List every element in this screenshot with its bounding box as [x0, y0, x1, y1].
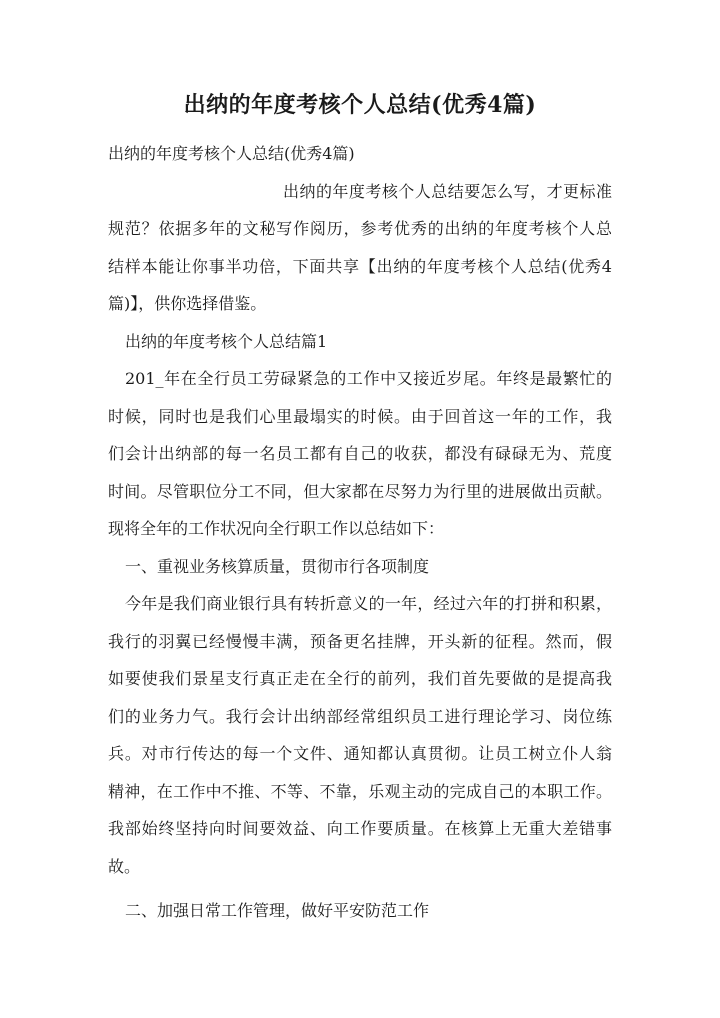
paragraph-line: 精神，在工作中不推、不等、不靠，乐观主动的完成自己的本职工作。: [108, 782, 612, 801]
paragraph-line: 们的业务力气。我行会计出纳部经常组织员工进行理论学习、岗位练: [108, 707, 612, 726]
paragraph-line: 现将全年的工作状况向全行职工作以总结如下：: [108, 519, 445, 538]
paragraph-line: 如要使我们景星支行真正走在全行的前列，我们首先要做的是提高我: [108, 669, 612, 688]
intro-line: 篇)】，供你选择借鉴。: [108, 294, 267, 313]
intro-line: 结样本能让你事半功倍，下面共享【出纳的年度考核个人总结(优秀4: [108, 257, 612, 276]
document-subtitle: 出纳的年度考核个人总结(优秀4篇): [108, 144, 355, 163]
paragraph-line: 201_年在全行员工劳碌紧急的工作中又接近岁尾。年终是最繁忙的: [125, 369, 612, 388]
section-heading: 出纳的年度考核个人总结篇1: [125, 332, 328, 351]
intro-line: 规范？依据多年的文秘写作阅历，参考优秀的出纳的年度考核个人总: [108, 219, 612, 238]
paragraph-line: 我行的羽翼已经慢慢丰满，预备更名挂牌，开头新的征程。然而，假: [108, 632, 612, 651]
paragraph-line: 时候，同时也是我们心里最塌实的时候。由于回首这一年的工作，我: [108, 407, 612, 426]
paragraph-line: 我部始终坚持向时间要效益、向工作要质量。在核算上无重大差错事: [108, 819, 612, 838]
paragraph-line: 兵。对市行传达的每一个文件、通知都认真贯彻。让员工树立仆人翁: [108, 744, 612, 763]
paragraph-line: 们会计出纳部的每一名员工都有自己的收获，都没有碌碌无为、荒度: [108, 444, 612, 463]
document-title: 出纳的年度考核个人总结(优秀4篇): [183, 92, 537, 118]
paragraph-line: 今年是我们商业银行具有转折意义的一年，经过六年的打拼和积累，: [125, 594, 612, 613]
intro-line: 出纳的年度考核个人总结要怎么写，才更标准: [283, 182, 612, 201]
list-heading-1: 一、重视业务核算质量，贯彻市行各项制度: [125, 557, 430, 576]
paragraph-line: 故。: [108, 857, 141, 876]
list-heading-2: 二、加强日常工作管理，做好平安防范工作: [125, 901, 430, 920]
paragraph-line: 时间。尽管职位分工不同，但大家都在尽努力为行里的进展做出贡献。: [108, 482, 612, 501]
